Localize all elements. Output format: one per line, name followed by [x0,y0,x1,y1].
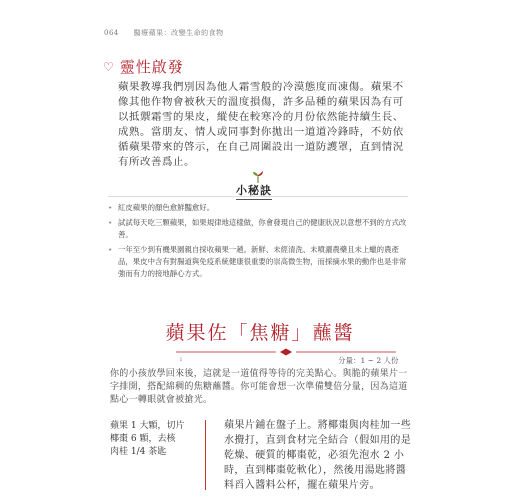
servings: 分量：1 ~ 2 人份 [338,356,399,365]
ingredient-item: 蘋果 1 大顆，切片 [110,421,185,431]
ingredient-item: 肉桂 1/4 茶匙 [110,447,167,457]
running-title: 醫療蘋果：改變生命的食物 [133,29,224,37]
heart-icon: ♡ [103,59,114,74]
vertical-divider [205,420,206,490]
ingredients-list [110,420,184,459]
tick-mark: ı [180,356,182,363]
section-heading [103,56,184,77]
bullet-icon: • [108,245,113,254]
recipe-steps: 蘋果片鋪在盤子上。將椰棗與肉桂加一些水攪打，直到食材完全結合（假如用的是乾燥、硬質的椰棗乾，必須先泡水 2 小時，直到椰棗乾軟化），然後用湯匙將醬料舀入醬料公杯，擺在蘋果片旁。 [224,420,412,491]
tip-text: 試試每天吃三顆蘋果，如果規律地這樣做，你會發現自己的健康狀況以意想不到的方式改善。 [118,218,407,239]
tip-text: 一年至少到有機果園親自採收蘋果一趟。新鮮、未經清洗、未噴灑農藥且未上蠟的農產品，果皮中含有對腸道與免疫系統健康很重要的崇高微生物，而採摘水果的動作也是非常強而有力的接地靜心方式。 [118,245,407,278]
tips-list [108,202,408,283]
list-item [108,202,408,214]
list-item [108,217,408,241]
bullet-icon: • [108,218,113,227]
page-number: 064 [104,29,119,37]
bullet-icon: • [108,203,113,212]
running-header [104,28,224,38]
list-item [108,244,408,280]
recipe-intro: 你的小孩放學回來後，這就是一道值得等待的完美點心。與脆的蘋果片一字排開，搭配綿稠的焦糖蘸醬。你可能會想一次準備雙倍分量，因為這道點心一轉眼就會被搶光。 [110,369,408,405]
recipe-title: 蘋果佐「焦糖」蘸醬 [165,322,355,344]
tip-text: 紅皮蘋果的顏色愈鮮豔愈好。 [118,203,215,212]
body-paragraph: 蘋果教導我們別因為他人霜雪般的冷漠態度而凍傷。蘋果不像其他作物會被秋天的溫度損傷，許多品種的蘋果因為有可以抵禦霜雪的果皮，縱使在較寒冷的月份依然能持續生長、成熟。當朋友、情人或同事對你拋出一道道冷鋒時，不妨依循蘋果帶來的啓示，在自己周圍設出一道防護罩，直到情況有所改善爲止。 [118,81,404,168]
ingredient-item: 椰棗 6 顆，去核 [110,434,176,444]
section-title: 靈性啟發 [119,58,184,76]
tips-title: 小秘訣 [236,182,272,200]
divider [108,196,408,197]
